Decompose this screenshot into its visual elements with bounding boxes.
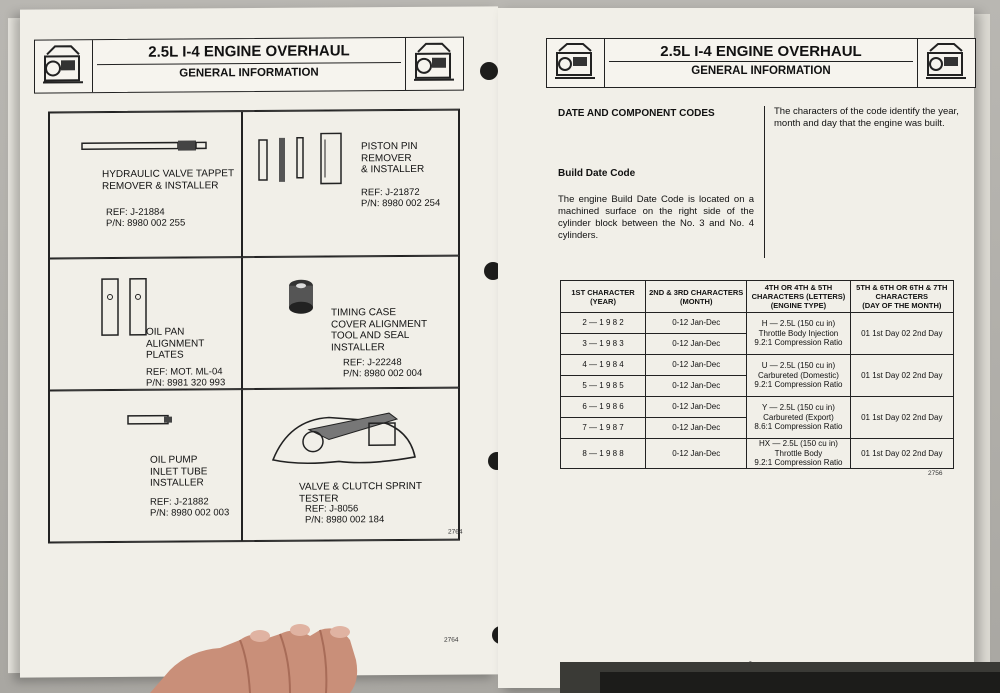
engine-icon bbox=[405, 38, 463, 90]
table-cell-year: 2 — 1 9 8 2 bbox=[561, 313, 646, 334]
section-heading: DATE AND COMPONENT CODES bbox=[558, 108, 715, 119]
spring-tester-icon bbox=[269, 399, 419, 470]
piston-pin-tool-icon bbox=[255, 131, 355, 192]
header-subtitle: GENERAL INFORMATION bbox=[609, 61, 913, 80]
table-cell-year: 8 — 1 9 8 8 bbox=[561, 439, 646, 469]
table-cell-month: 0-12 Jan-Dec bbox=[646, 439, 747, 469]
table-cell-year: 7 — 1 9 8 7 bbox=[561, 418, 646, 439]
tool-name: OIL PAN ALIGNMENT PLATES bbox=[146, 326, 205, 361]
table-cell-day: 01 1st Day 02 2nd Day bbox=[850, 313, 953, 355]
engine-icon bbox=[917, 39, 975, 87]
table-cell-year: 5 — 1 9 8 5 bbox=[561, 376, 646, 397]
tool-name: OIL PUMP INLET TUBE INSTALLER bbox=[150, 454, 208, 489]
table-figure-number: 2756 bbox=[928, 470, 943, 477]
tool-cell bbox=[49, 257, 242, 390]
table-cell-month: 0-12 Jan-Dec bbox=[646, 334, 747, 355]
tool-ref: REF: J-21882 P/N: 8980 002 003 bbox=[150, 496, 230, 519]
tool-cell bbox=[49, 111, 242, 258]
table-header: 4TH OR 4TH & 5TH CHARACTERS (LETTERS) (ENGINE TYPE) bbox=[747, 281, 850, 313]
table-cell-engine-type: H — 2.5L (150 cu in) Throttle Body Injection 9.2:1 Compression Ratio bbox=[747, 313, 850, 355]
tool-cell bbox=[49, 389, 242, 542]
tool-name: VALVE & CLUTCH SPRINT TESTER bbox=[299, 480, 422, 505]
build-date-paragraph: The engine Build Date Code is located on a machined surface on the right side of the cylinder block between the No. 3 and No. 4 cylinders. bbox=[558, 194, 754, 241]
tool-name: HYDRAULIC VALVE TAPPET REMOVER & INSTALLER bbox=[102, 168, 235, 192]
tool-ref: REF: J-21872 P/N: 8980 002 254 bbox=[361, 186, 441, 210]
binder-hole bbox=[480, 62, 498, 80]
table-cell-month: 0-12 Jan-Dec bbox=[646, 397, 747, 418]
header-title: 2.5L I-4 ENGINE OVERHAUL bbox=[660, 43, 862, 60]
right-page bbox=[498, 8, 974, 688]
left-page-header bbox=[34, 37, 464, 94]
table-cell-year: 4 — 1 9 8 4 bbox=[561, 355, 646, 376]
special-tools-grid bbox=[48, 109, 463, 544]
tool-ref: REF: J-21884 P/N: 8980 002 255 bbox=[106, 206, 186, 230]
table-cell-engine-type: HX — 2.5L (150 cu in) Throttle Body 9.2:1 Compression Ratio bbox=[747, 439, 850, 469]
table-cell-month: 0-12 Jan-Dec bbox=[646, 418, 747, 439]
left-page bbox=[20, 6, 498, 677]
hand-image bbox=[150, 600, 410, 693]
table-cell-year: 3 — 1 9 8 3 bbox=[561, 334, 646, 355]
code-paragraph: The characters of the code identify the year, month and day that the engine was built. bbox=[774, 106, 959, 129]
tool-ref: REF: J-22248 P/N: 8980 002 004 bbox=[343, 357, 423, 380]
tool-name: PISTON PIN REMOVER & INSTALLER bbox=[361, 140, 425, 176]
table-cell-engine-type: Y — 2.5L (150 cu in) Carbureted (Export) 8.6:1 Compression Ratio bbox=[747, 397, 850, 439]
tool-name: TIMING CASE COVER ALIGNMENT TOOL AND SEAL INSTALLER bbox=[331, 307, 428, 353]
tappet-tool-icon bbox=[80, 138, 210, 153]
table-cell-month: 0-12 Jan-Dec bbox=[646, 313, 747, 334]
table-cell-day: 01 1st Day 02 2nd Day bbox=[850, 355, 953, 397]
column-divider bbox=[764, 106, 765, 258]
table-edge-shadow bbox=[600, 672, 1000, 693]
subheading: Build Date Code bbox=[558, 168, 636, 179]
footer-number: 2764 bbox=[444, 636, 459, 644]
table-cell-engine-type: U — 2.5L (150 cu in) Carbureted (Domestic) 9.2:1 Compression Ratio bbox=[747, 355, 850, 397]
header-subtitle: GENERAL INFORMATION bbox=[97, 62, 401, 83]
right-page-header bbox=[546, 38, 976, 88]
tool-ref: REF: MOT. ML-04 P/N: 8981 320 993 bbox=[146, 366, 226, 389]
table-cell-day: 01 1st Day 02 2nd Day bbox=[850, 439, 953, 469]
header-title: 2.5L I-4 ENGINE OVERHAUL bbox=[148, 42, 350, 61]
tool-ref: REF: J-8056 P/N: 8980 002 184 bbox=[305, 503, 385, 526]
tool-cell bbox=[242, 110, 459, 258]
engine-icon bbox=[35, 40, 93, 92]
table-cell-month: 0-12 Jan-Dec bbox=[646, 355, 747, 376]
oil-pump-tool-icon bbox=[126, 413, 176, 427]
table-header: 2ND & 3RD CHARACTERS (MONTH) bbox=[646, 281, 747, 313]
table-header: 1ST CHARACTER (YEAR) bbox=[561, 281, 646, 313]
table-header: 5TH & 6TH OR 6TH & 7TH CHARACTERS (DAY OF THE MONTH) bbox=[850, 281, 953, 313]
table-cell-month: 0-12 Jan-Dec bbox=[646, 376, 747, 397]
table-cell-year: 6 — 1 9 8 6 bbox=[561, 397, 646, 418]
tool-cell bbox=[242, 256, 459, 390]
engine-icon bbox=[547, 39, 605, 87]
figure-number: 2764 bbox=[448, 528, 463, 536]
date-code-table bbox=[560, 280, 954, 469]
timing-case-tool-icon bbox=[281, 276, 321, 320]
table-cell-day: 01 1st Day 02 2nd Day bbox=[850, 397, 953, 439]
tool-cell bbox=[242, 388, 459, 542]
